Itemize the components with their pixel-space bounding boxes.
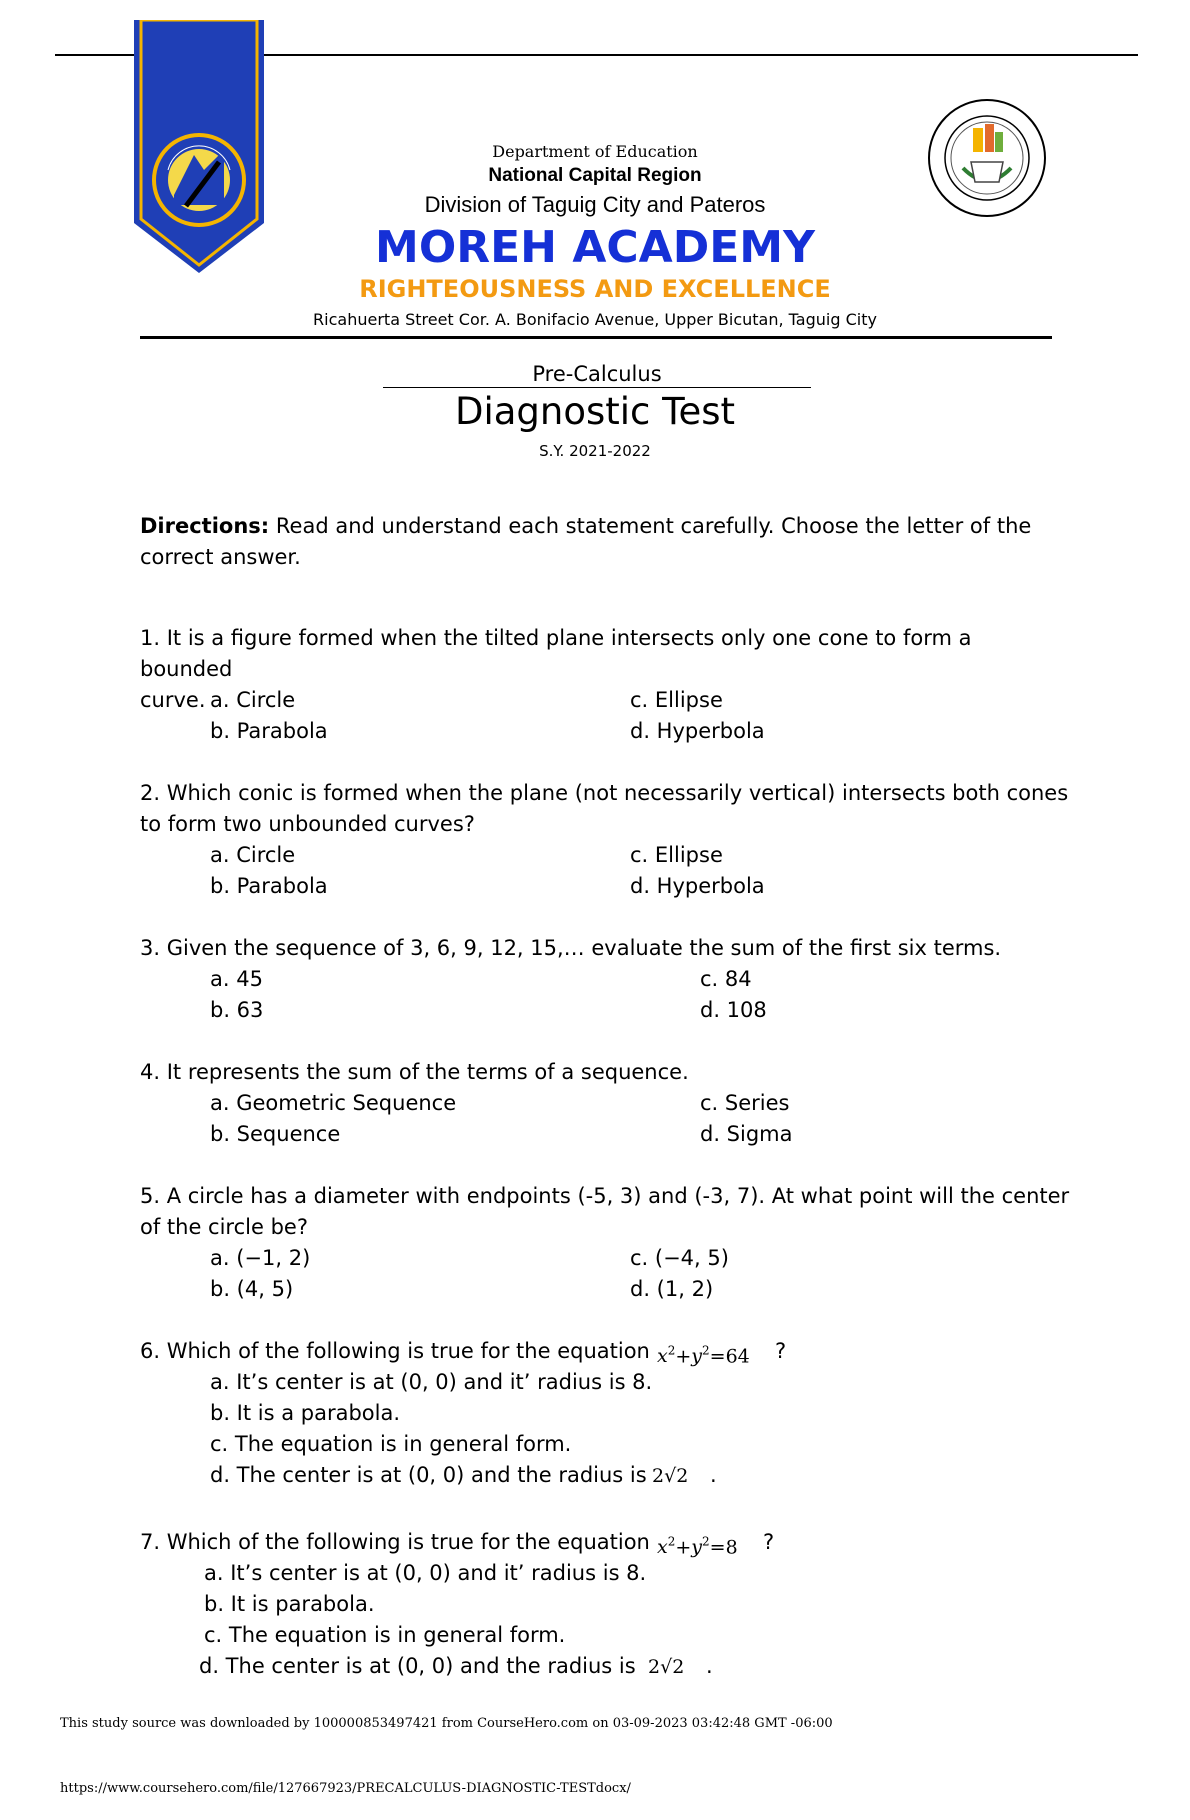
directions-text-line1: Read and understand each statement carefully. Choose the letter of the — [269, 514, 1032, 538]
directions — [140, 511, 1060, 573]
q5-option-d: d. (1, 2) — [630, 1277, 714, 1301]
division-line: Division of Taguig City and Pateros — [424, 192, 766, 217]
subject-title: Pre-Calculus — [532, 362, 662, 386]
school-motto: RIGHTEOUSNESS AND EXCELLENCE — [359, 275, 831, 303]
school-address: Ricahuerta Street Cor. A. Bonifacio Avenue, Upper Bicutan, Taguig City — [313, 310, 877, 329]
school-name: MOREH ACADEMY — [375, 222, 815, 273]
directions-text-line2: correct answer. — [140, 545, 301, 569]
q2-option-c: c. Ellipse — [630, 843, 723, 867]
q5-option-a: a. (−1, 2) — [210, 1246, 311, 1270]
question-5-text-line2: of the circle be? — [140, 1215, 308, 1239]
question-5-text-line1: 5. A circle has a diameter with endpoints (-5, 3) and (-3, 7). At what point will the center — [140, 1184, 1070, 1208]
q5-option-b: b. (4, 5) — [210, 1277, 294, 1301]
question-6-equation-rhs: =64 — [709, 1345, 750, 1368]
q1-option-a: a. Circle — [210, 688, 296, 712]
question-3-text-line1: 3. Given the sequence of 3, 6, 9, 12, 15,… evaluate the sum of the first six terms. — [140, 936, 1002, 960]
test-title: Diagnostic Test — [454, 390, 736, 433]
q6-option-b: b. It is a parabola. — [210, 1401, 401, 1425]
q7-option-a: a. It’s center is at (0, 0) and it’ radius is 8. — [204, 1561, 647, 1585]
q2-option-a: a. Circle — [210, 843, 296, 867]
q7-option-b: b. It is parabola. — [204, 1592, 375, 1616]
question-3 — [140, 933, 1070, 964]
q2-option-d: d. Hyperbola — [630, 874, 765, 898]
q6-option-c: c. The equation is in general form. — [210, 1432, 572, 1456]
question-2 — [140, 778, 1070, 840]
q6-option-d-end: . — [710, 1463, 717, 1487]
question-4 — [140, 1057, 1070, 1088]
q4-option-d: d. Sigma — [700, 1122, 793, 1146]
question-2-text-line2: to form two unbounded curves? — [140, 812, 475, 836]
q4-option-b: b. Sequence — [210, 1122, 341, 1146]
question-6-equation: $x^2+y^2=64$ — [657, 1344, 750, 1368]
region-line: National Capital Region — [488, 165, 702, 186]
q1-option-b: b. Parabola — [210, 719, 328, 743]
question-6-text: 6. Which of the following is true for the equation — [140, 1339, 650, 1363]
q7-option-d-end: . — [706, 1654, 713, 1678]
q6-option-d-radius: 2√2 — [652, 1465, 689, 1487]
question-1-text-line1: 1. It is a figure formed when the tilted plane intersects only one cone to form a bounded — [140, 626, 972, 681]
directions-label: Directions: — [140, 514, 270, 538]
q3-option-d: d. 108 — [700, 998, 767, 1022]
q3-option-c: c. 84 — [700, 967, 752, 991]
q1-option-c: c. Ellipse — [630, 688, 723, 712]
school-year: S.Y. 2021-2022 — [539, 442, 651, 460]
q7-option-d-radius: 2√2 — [648, 1656, 685, 1678]
question-7-equation: $x^2+y^2=8$ — [657, 1535, 738, 1559]
question-7-text: 7. Which of the following is true for the equation — [140, 1530, 650, 1554]
q1-option-d: d. Hyperbola — [630, 719, 765, 743]
header-rule — [140, 336, 1052, 339]
question-1-text-line2: curve. — [140, 688, 206, 712]
q4-option-c: c. Series — [700, 1091, 790, 1115]
question-6-end: ? — [775, 1339, 787, 1363]
subject-line — [383, 362, 811, 388]
q7-option-c: c. The equation is in general form. — [204, 1623, 566, 1647]
department-line: Department of Education — [492, 142, 698, 161]
q5-option-c: c. (−4, 5) — [630, 1246, 729, 1270]
q3-option-a: a. 45 — [210, 967, 263, 991]
question-5 — [140, 1181, 1070, 1243]
question-7-end: ? — [763, 1530, 775, 1554]
question-7-equation-rhs: =8 — [709, 1536, 738, 1559]
q3-option-b: b. 63 — [210, 998, 264, 1022]
question-4-text-line1: 4. It represents the sum of the terms of a sequence. — [140, 1060, 689, 1084]
q2-option-b: b. Parabola — [210, 874, 328, 898]
download-source-note: This study source was downloaded by 100000853497421 from CourseHero.com on 03-09-2023 03:42:48 GMT -06:00 — [60, 1716, 833, 1731]
q6-option-a: a. It’s center is at (0, 0) and it’ radius is 8. — [210, 1370, 653, 1394]
source-url[interactable]: https://www.coursehero.com/file/127667923/PRECALCULUS-DIAGNOSTIC-TESTdocx/ — [60, 1781, 631, 1796]
question-2-text-line1: 2. Which conic is formed when the plane (not necessarily vertical) intersects both cones — [140, 781, 1069, 805]
q4-option-a: a. Geometric Sequence — [210, 1091, 457, 1115]
q6-option-d: d. The center is at (0, 0) and the radius is — [210, 1463, 647, 1487]
q7-option-d: d. The center is at (0, 0) and the radius is — [199, 1654, 636, 1678]
